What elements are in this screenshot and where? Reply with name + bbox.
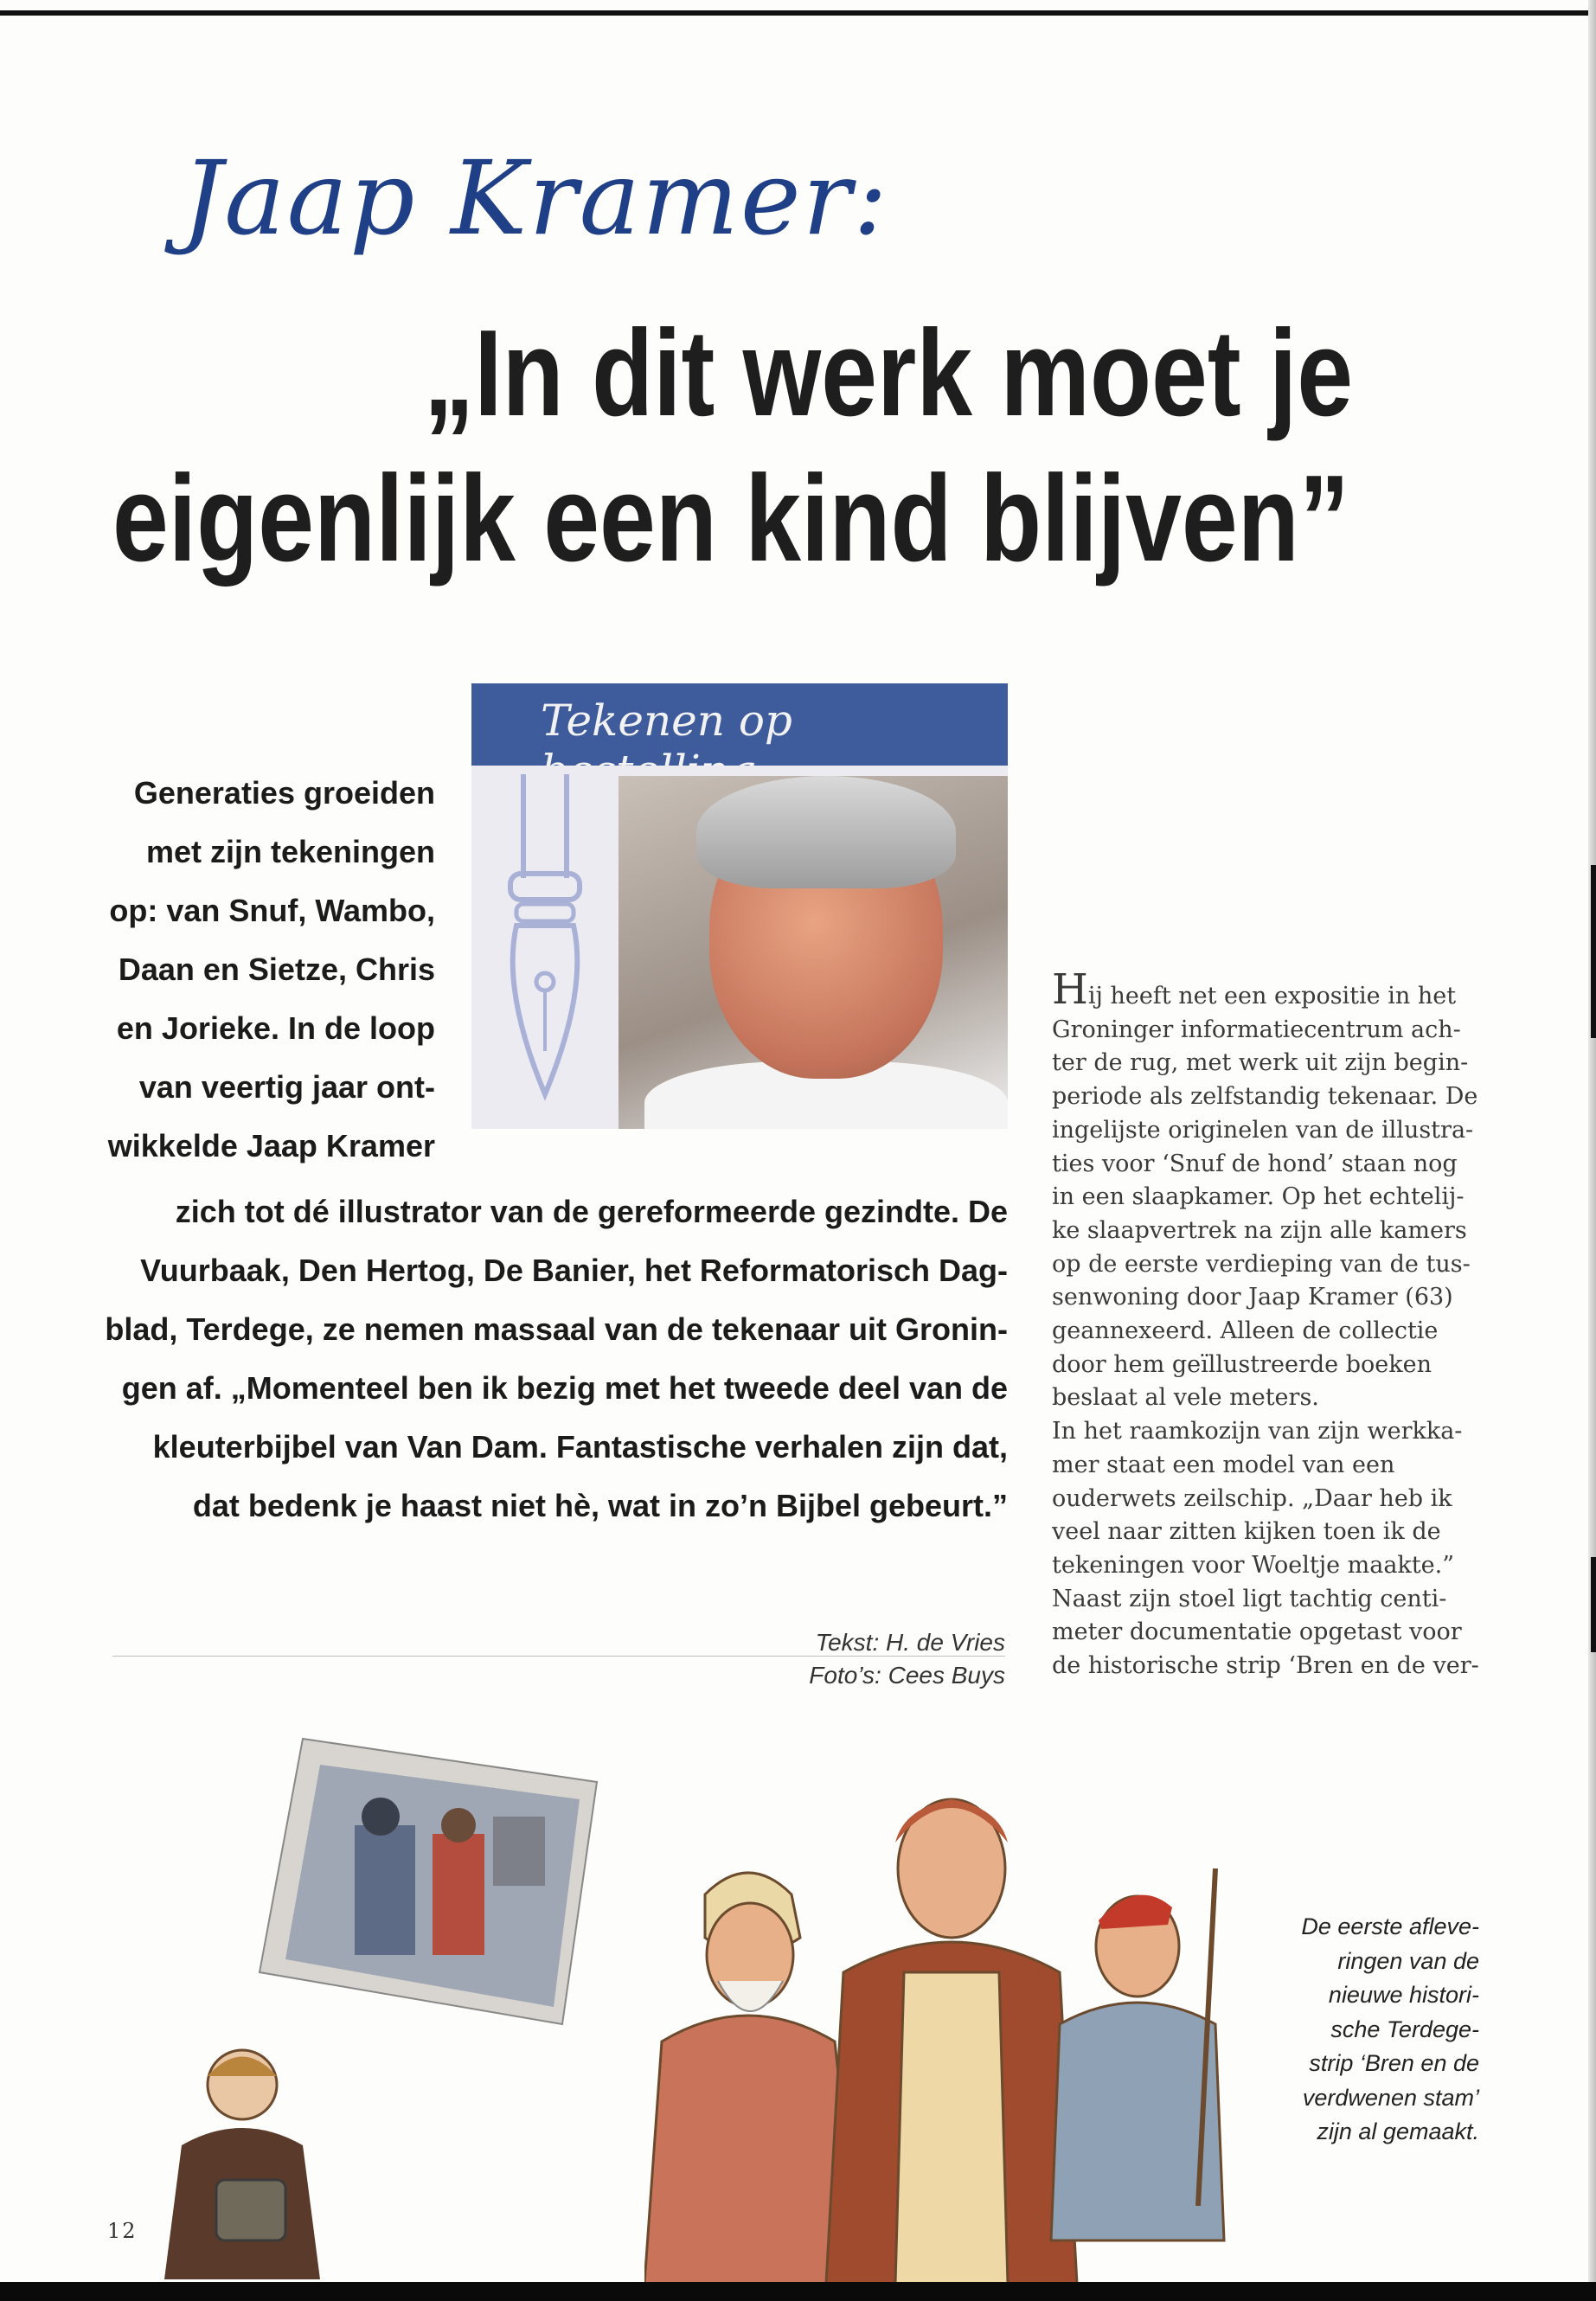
body-line: in een slaapkamer. Op het echtelij- — [1052, 1183, 1465, 1211]
top-rule — [0, 10, 1596, 16]
banner-text: Tekenen op — [541, 695, 792, 746]
byline-rule — [112, 1656, 1005, 1657]
body-line: door hem geïllustreerde boeken — [1052, 1350, 1432, 1378]
comic-sketch-illustration — [251, 1730, 614, 2033]
body-line: Naast zijn stoel ligt tachtig centi- — [1052, 1585, 1447, 1612]
intro-line: Vuurbaak, Den Hertog, De Banier, het Reformatorisch Dag- — [140, 1253, 1008, 1288]
intro-line: Generaties groeiden — [133, 775, 435, 811]
headline-line-1: „In dit werk moet je — [424, 304, 1354, 442]
intro-line: en Jorieke. In de loop — [116, 1010, 435, 1046]
intro-line: kleuterbijbel van Van Dam. Fantastische verhalen zijn dat, — [152, 1429, 1008, 1465]
intro-line: wikkelde Jaap Kramer — [107, 1128, 435, 1163]
intro-line: Daan en Sietze, Chris — [118, 952, 435, 987]
body-line: veel naar zitten kijken toen ik de — [1052, 1518, 1441, 1546]
body-line: senwoning door Jaap Kramer (63) — [1052, 1284, 1453, 1311]
body-column — [1052, 965, 1484, 1683]
drop-cap: H — [1052, 965, 1088, 1014]
page-number: 12 — [107, 2219, 138, 2243]
byline-text: Tekst: H. de Vries — [815, 1629, 1005, 1656]
caption-line: strip ‘Bren en de — [1309, 2050, 1479, 2076]
script-title-text: Jaap Kramer: — [182, 138, 889, 258]
body-line: mer staat een model van een — [1052, 1451, 1395, 1478]
caption-line: sche Terdege- — [1330, 2016, 1479, 2042]
body-line: ingelijste originelen van de illustra- — [1052, 1116, 1474, 1144]
bottom-rule — [0, 2282, 1596, 2301]
body-line: ter de rug, met werk uit zijn begin- — [1052, 1049, 1469, 1077]
portrait-panel — [471, 766, 1008, 1129]
intro-line: van veertig jaar ont- — [138, 1069, 435, 1105]
body-line: tekeningen voor Woeltje maakte.” — [1052, 1551, 1455, 1579]
caption-line: nieuwe histori- — [1328, 1982, 1479, 2008]
body-line: ouderwets zeilschip. „Daar heb ik — [1052, 1484, 1452, 1512]
body-line: periode als zelfstandig tekenaar. De — [1052, 1083, 1478, 1111]
section-banner — [471, 683, 1008, 766]
body-line: geannexeerd. Alleen de collectie — [1052, 1317, 1439, 1345]
bren-comic-illustration — [644, 1756, 1267, 2284]
body-line: ij heeft net een expositie in het — [1087, 983, 1457, 1009]
intro-line: dat bedenk je haast niet hè, wat in zo’n Bijbel gebeurt.” — [192, 1488, 1008, 1523]
body-line: de historische strip ‘Bren en de ver- — [1052, 1652, 1479, 1680]
body-line: beslaat al vele meters. — [1052, 1384, 1319, 1412]
illustration-caption — [1259, 1910, 1479, 2150]
intro-line: zich tot dé illustrator van de gereformeerde gezindte. De — [175, 1194, 1008, 1229]
caption-line: verdwenen stam’ — [1302, 2084, 1479, 2111]
intro-line: blad, Terdege, ze nemen massaal van de tekenaar uit Gronin- — [105, 1311, 1008, 1347]
caption-line: ringen van de — [1337, 1947, 1479, 1974]
caption-line: zijn al gemaakt. — [1317, 2118, 1479, 2144]
body-line: op de eerste verdieping van de tus- — [1052, 1250, 1471, 1278]
edge-mark — [1591, 865, 1596, 1038]
intro-line: gen af. „Momenteel ben ik bezig met het tweede deel van de — [121, 1370, 1008, 1406]
caption-line: De eerste afleve- — [1301, 1913, 1479, 1939]
byline-photos: Foto’s: Cees Buys — [809, 1662, 1005, 1689]
body-line: ke slaapvertrek na zijn alle kamers — [1052, 1216, 1467, 1244]
body-line: meter documentatie opgetast voor — [1052, 1618, 1462, 1646]
portrait-photo — [619, 776, 1008, 1129]
pen-nib-icon — [497, 774, 593, 1103]
script-title — [182, 138, 960, 285]
intro-line: met zijn tekeningen — [145, 834, 435, 869]
boy-illustration — [147, 2033, 355, 2279]
body-line: ties voor ‘Snuf de hond’ staan nog — [1052, 1150, 1458, 1177]
body-line: Groninger informatiecentrum ach- — [1052, 1016, 1461, 1043]
body-line: In het raamkozijn van zijn werkka- — [1052, 1418, 1463, 1445]
headline-line-2: eigenlijk een kind blijven” — [112, 450, 1350, 587]
edge-mark — [1591, 1557, 1596, 1652]
page-edge — [1588, 0, 1596, 2301]
intro-line: op: van Snuf, Wambo, — [109, 893, 435, 928]
